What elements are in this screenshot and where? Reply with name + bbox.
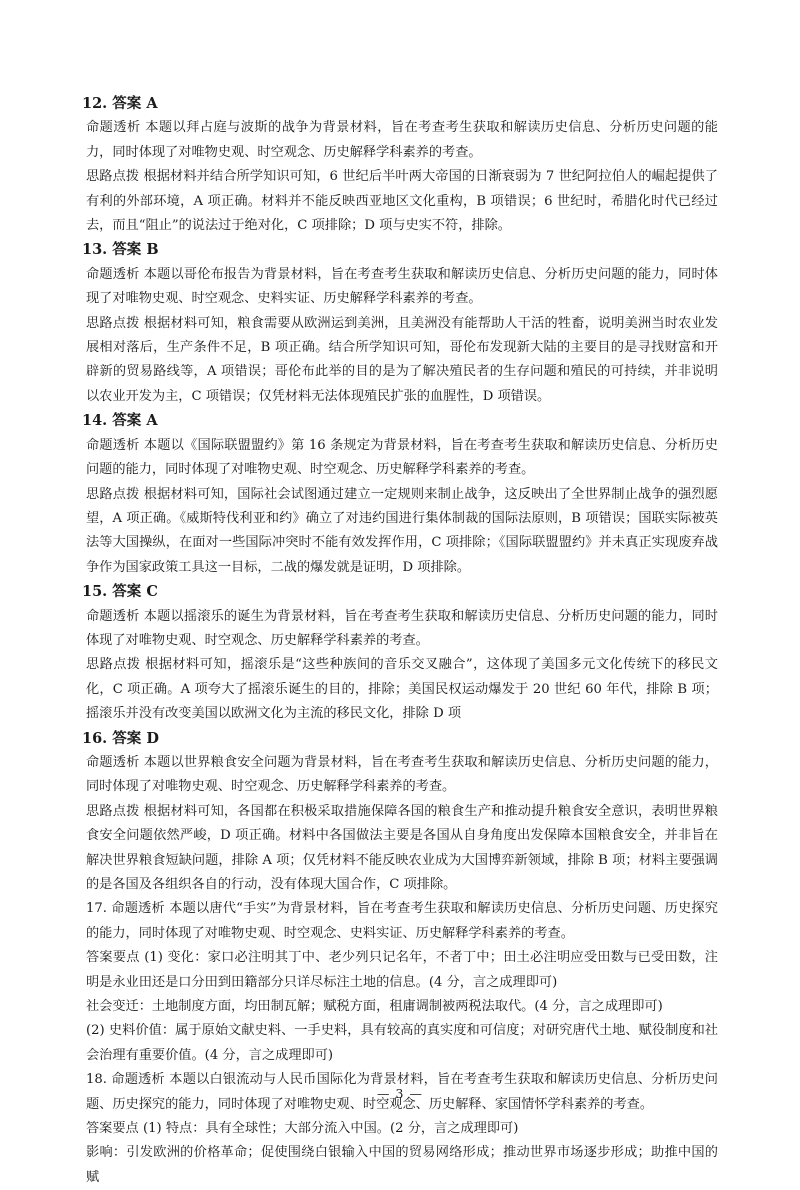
answer-16 [82,727,718,898]
answer-points-paragraph: 答案要点 (1) 变化：家口必注明其丁中、老少列只记名年，不者丁中；田土必注明应受田数与已受田数，注明是永业田还是口分田到田籍部分只详尽标注土地的信息。(4 分，言之成理即可) [86,950,718,990]
answer-heading: 13. 答案 B [82,241,159,259]
answer-15 [82,580,718,726]
answer-points-paragraph: 社会变迁：土地制度方面，均田制瓦解；赋税方面，租庸调制被两税法取代。(4 分，言之成理即可) [86,999,663,1015]
answer-14 [82,409,718,580]
page-number: — 3 — [377,1086,423,1101]
analysis-paragraph: 命题透析 本题以《国际联盟盟约》第 16 条规定为背景材料，旨在考查考生获取和解读历史信息、分析历史问题的能力，同时体现了对唯物史观、时空观念、历史解释学科素养的考查。 [86,437,718,478]
analysis-paragraph: 18. 命题透析 本题以白银流动与人民币国际化为背景材料，旨在考查考生获取和解读历史信息、分析历史问题、历史探究的能力，同时体现了对唯物史观、时空观念、历史解释、家国情怀学科素养的考查。 [86,1072,718,1112]
answer-13 [82,238,718,409]
reasoning-paragraph: 思路点拨 根据材料可知，国际社会试图通过建立一定规则来制止战争，这反映出了全世界制止战争的强烈愿望，A 项正确。《威斯特伐利亚和约》确立了对违约国进行集体制裁的国际法原则，B 项错误；国联实际被英法等大国操纵，在面对一些国际冲突时不能有效发挥作用，C 项排除；《国际联盟盟约》并未真正实现废弃战争作为国家政策工具这一目标，二战的爆发就是证明，D 项排除。 [86,486,718,575]
reasoning-paragraph: 思路点拨 根据材料可知，各国都在积极采取措施保障各国的粮食生产和推动提升粮食安全意识，表明世界粮食安全问题依然严峻，D 项正确。材料中各国做法主要是各国从自身角度出发保障本国粮食安全，并非旨在解决世界粮食短缺问题，排除 A 项；仅凭材料不能反映农业成为大国博弈新领域，排除 B 项；材料主要强调的是各国及各组织各自的行动，没有体现大国合作，C 项排除。 [86,803,718,892]
reasoning-paragraph: 思路点拨 根据材料并结合所学知识可知，6 世纪后半叶两大帝国的日渐衰弱为 7 世纪阿拉伯人的崛起提供了有利的外部环境，A 项正确。材料并不能反映西亚地区文化重构，B 项错误；6 世纪时，希腊化时代已经过去，而且“阻止”的说法过于绝对化，C 项排除；D 项与史实不符，排除。 [86,169,718,234]
analysis-paragraph: 17. 命题透析 本题以唐代“手实”为背景材料，旨在考查考生获取和解读历史信息、分析历史问题、历史探究的能力，同时体现了对唯物史观、时空观念、史料实证、历史解释学科素养的考查。 [86,901,718,941]
reasoning-paragraph: 思路点拨 根据材料可知，摇滚乐是“这些种族间的音乐交叉融合”，这体现了美国多元文化传统下的移民文化，C 项正确。A 项夸大了摇滚乐诞生的目的，排除；美国民权运动爆发于 20 世纪 60 年代，排除 B 项；摇滚乐并没有改变美国以欧洲文化为主流的移民文化，排除 D 项 [86,657,718,722]
answer-12 [82,92,718,238]
reasoning-paragraph: 思路点拨 根据材料可知，粮食需要从欧洲运到美洲，且美洲没有能帮助人干活的牲畜，说明美洲当时农业发展相对落后，生产条件不足，B 项正确。结合所学知识可知，哥伦布发现新大陆的主要目的是寻找财富和开辟新的贸易路线等，A 项错误；哥伦布此举的目的是为了解决殖民者的生存问题和殖民的可持续，并非说明以农业开发为主，C 项错误；仅凭材料无法体现殖民扩张的血腥性，D 项错误。 [86,315,718,404]
answer-17 [86,897,718,1068]
answer-points-paragraph: 影响：引发欧洲的价格革命；促使围绕白银输入中国的贸易网络形成；推动世界市场逐步形成；助推中国的赋 [86,1145,718,1185]
analysis-paragraph: 命题透析 本题以世界粮食安全问题为背景材料，旨在考查考生获取和解读历史信息、分析历史问题的能力，同时体现了对唯物史观、时空观念、历史解释学科素养的考查。 [86,754,718,795]
answer-heading: 15. 答案 C [82,583,158,601]
answer-points-paragraph: (2) 史料价值：属于原始文献史料、一手史料，具有较高的真实度和可信度；对研究唐代土地、赋役制度和社会治理有重要价值。(4 分，言之成理即可) [86,1023,718,1063]
analysis-paragraph: 命题透析 本题以拜占庭与波斯的战争为背景材料，旨在考查考生获取和解读历史信息、分析历史问题的能力，同时体现了对唯物史观、时空观念、历史解释学科素养的考查。 [86,120,718,160]
analysis-paragraph: 命题透析 本题以哥伦布报告为背景材料，旨在考查考生获取和解读历史信息、分析历史问题的能力，同时体现了对唯物史观、时空观念、史料实证、历史解释学科素养的考查。 [86,266,718,307]
answer-heading: 12. 答案 A [82,95,158,112]
analysis-paragraph: 命题透析 本题以摇滚乐的诞生为背景材料，旨在考查考生获取和解读历史信息、分析历史问题的能力，同时体现了对唯物史观、时空观念、历史解释学科素养的考查。 [86,608,718,648]
answer-heading: 14. 答案 A [82,412,158,430]
answer-points-paragraph: 答案要点 (1) 特点：具有全球性；大部分流入中国。(2 分，言之成理即可) [86,1121,519,1137]
answer-heading: 16. 答案 D [82,729,159,747]
